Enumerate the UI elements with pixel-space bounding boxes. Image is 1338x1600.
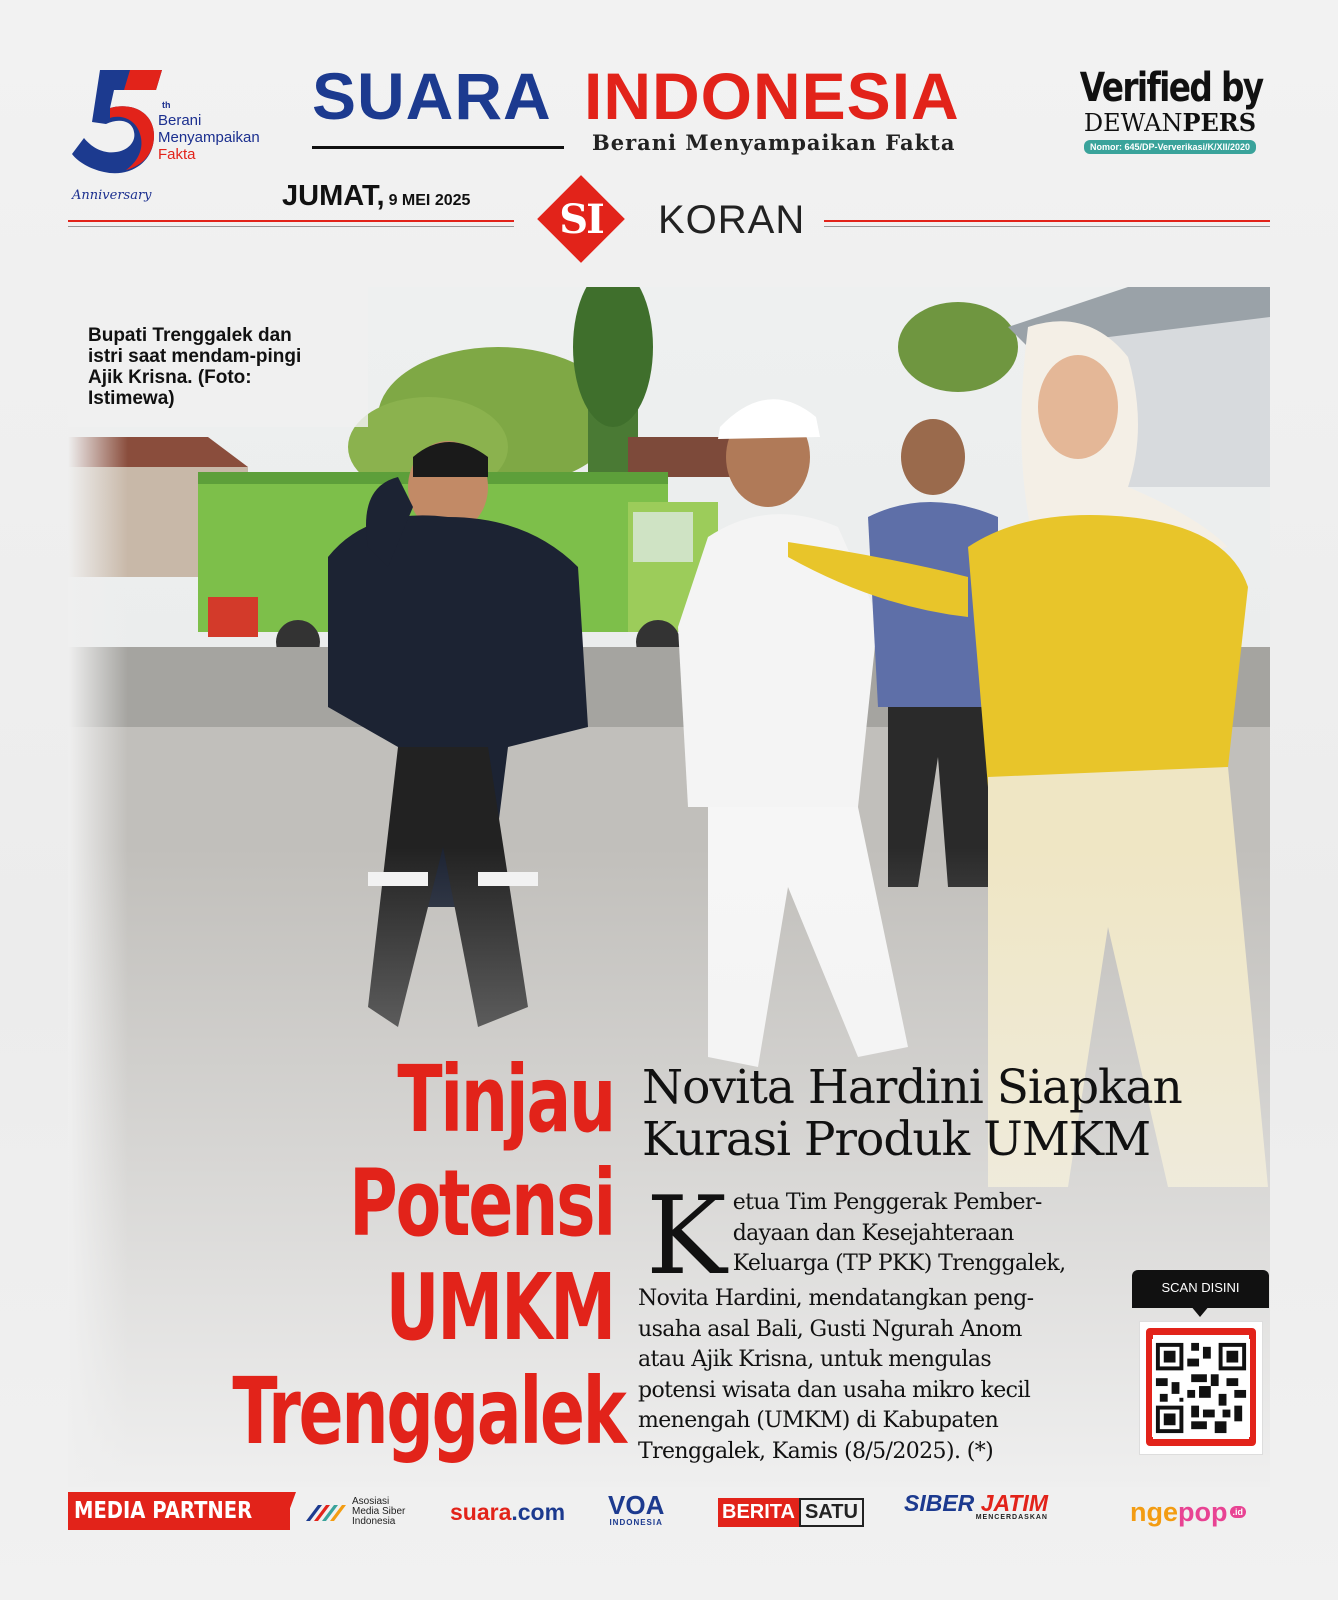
date-day: JUMAT, bbox=[282, 180, 385, 212]
verified-title: Verified by bbox=[1079, 65, 1263, 111]
headline-line-4: Trenggalek bbox=[232, 1358, 625, 1465]
amsi-line-3: Indonesia bbox=[352, 1516, 396, 1527]
siber-subtext: MENCERDASKAN bbox=[975, 1514, 1048, 1521]
scan-label: SCAN DISINI bbox=[1132, 1270, 1269, 1308]
verified-org-b: PERS bbox=[1182, 108, 1257, 137]
suara-text: suara bbox=[450, 1498, 512, 1525]
date-rest: 9 MEI 2025 bbox=[388, 192, 471, 209]
body-line-3: Keluarga (TP PKK) Trenggalek, bbox=[732, 1251, 1066, 1276]
subhead-line-1: Novita Hardini Siapkan bbox=[642, 1060, 1182, 1115]
brand-suara: SUARA bbox=[312, 59, 552, 133]
body-line-6: atau Ajik Krisna, untuk mengulas bbox=[638, 1347, 992, 1372]
qr-code[interactable] bbox=[1140, 1322, 1262, 1454]
verified-org bbox=[1060, 110, 1280, 136]
partner-amsi[interactable] bbox=[304, 1492, 405, 1532]
body-line-4: Novita Hardini, mendatangkan peng- bbox=[638, 1286, 1034, 1311]
suara-domain: .com bbox=[511, 1498, 566, 1525]
voa-text: VOA bbox=[608, 1490, 665, 1520]
amsi-line-2: Media Siber bbox=[352, 1506, 406, 1517]
body-line-2: dayaan dan Kesejahteraan bbox=[732, 1220, 1014, 1246]
header-rule-left-grey bbox=[68, 226, 514, 227]
berita-text: BERITA bbox=[718, 1498, 799, 1527]
anniversary-script: Anniversary bbox=[72, 188, 152, 203]
tagline-line-2: Menyampaikan bbox=[158, 129, 260, 146]
voa-subtext: INDONESIA bbox=[609, 1518, 663, 1527]
tagline-line-1: Berani bbox=[158, 112, 202, 129]
masthead-motto: Berani Menyampaikan Fakta bbox=[592, 130, 956, 155]
pop-text: pop bbox=[1178, 1496, 1228, 1527]
si-logo-text: SI bbox=[559, 196, 603, 243]
headline-line-2: Potensi bbox=[349, 1150, 614, 1257]
header-rule-left-red bbox=[68, 220, 514, 222]
anniversary-suffix: th bbox=[162, 100, 171, 110]
amsi-line-1: Asosiasi bbox=[352, 1496, 390, 1507]
headline bbox=[84, 1046, 625, 1465]
subhead-line-2: Kurasi Produk UMKM bbox=[642, 1112, 1151, 1167]
header-rule-right-grey bbox=[824, 226, 1270, 227]
body-line-5: usaha asal Bali, Gusti Ngurah Anom bbox=[638, 1316, 1022, 1342]
brand-rule bbox=[312, 146, 564, 149]
header-rule-right-red bbox=[824, 220, 1270, 222]
headline-line-1: Tinjau bbox=[397, 1046, 614, 1153]
body-line-8: menengah (UMKM) di Kabupaten bbox=[638, 1408, 999, 1433]
si-logo bbox=[538, 176, 624, 262]
photo-caption: Bupati Trenggalek dan istri saat mendam-pingi Ajik Krisna. (Foto: Istimewa) bbox=[88, 325, 302, 409]
anniversary-tagline bbox=[158, 112, 288, 163]
tagline-line-3: Fakta bbox=[158, 146, 196, 163]
media-partner-bar bbox=[68, 1492, 1270, 1534]
qr-code-icon bbox=[1152, 1334, 1250, 1442]
body-line-7: potensi wisata dan usaha mikro kecil bbox=[638, 1377, 1031, 1403]
amsi-text bbox=[352, 1497, 405, 1527]
scan-label-pointer bbox=[1190, 1305, 1210, 1317]
nge-text: nge bbox=[1130, 1496, 1179, 1527]
headline-line-3: UMKM bbox=[385, 1254, 614, 1361]
partner-suara[interactable] bbox=[450, 1492, 565, 1532]
media-partner-label-cut bbox=[282, 1492, 296, 1530]
anniversary-five-icon bbox=[70, 62, 170, 182]
verified-org-a: DEWAN bbox=[1083, 109, 1183, 137]
anniversary-logo bbox=[70, 62, 290, 212]
siber-wordmark bbox=[904, 1492, 1048, 1514]
satu-text: SATU bbox=[799, 1498, 864, 1527]
edition-name: KORAN bbox=[658, 198, 806, 242]
media-partner-text: MEDIA PARTNER bbox=[74, 1498, 253, 1524]
dropcap: K bbox=[646, 1174, 727, 1299]
media-partner-label bbox=[68, 1492, 290, 1530]
subheadline bbox=[642, 1062, 1252, 1166]
issue-date bbox=[282, 180, 470, 213]
ngepop-domain: .id bbox=[1230, 1506, 1247, 1518]
body-line-9: Trenggalek, Kamis (8/5/2025). (*) bbox=[638, 1438, 994, 1464]
amsi-stripes-icon bbox=[304, 1501, 348, 1523]
partner-siberjatim[interactable] bbox=[904, 1492, 1048, 1532]
jatim-text: JATIM bbox=[980, 1490, 1048, 1516]
verified-badge bbox=[1060, 64, 1280, 174]
partner-beritasatu[interactable] bbox=[718, 1492, 864, 1532]
body-line-1: etua Tim Penggerak Pember- bbox=[732, 1190, 1042, 1215]
siber-text: SIBER bbox=[904, 1490, 975, 1516]
partner-voa[interactable] bbox=[608, 1492, 664, 1532]
partner-ngepop[interactable] bbox=[1130, 1492, 1246, 1532]
masthead bbox=[312, 56, 1024, 136]
verified-number: Nomor: 645/DP-Ververikasi/K/XII/2020 bbox=[1084, 140, 1256, 154]
brand-indonesia: INDONESIA bbox=[584, 59, 960, 133]
article-body bbox=[638, 1174, 1115, 1467]
